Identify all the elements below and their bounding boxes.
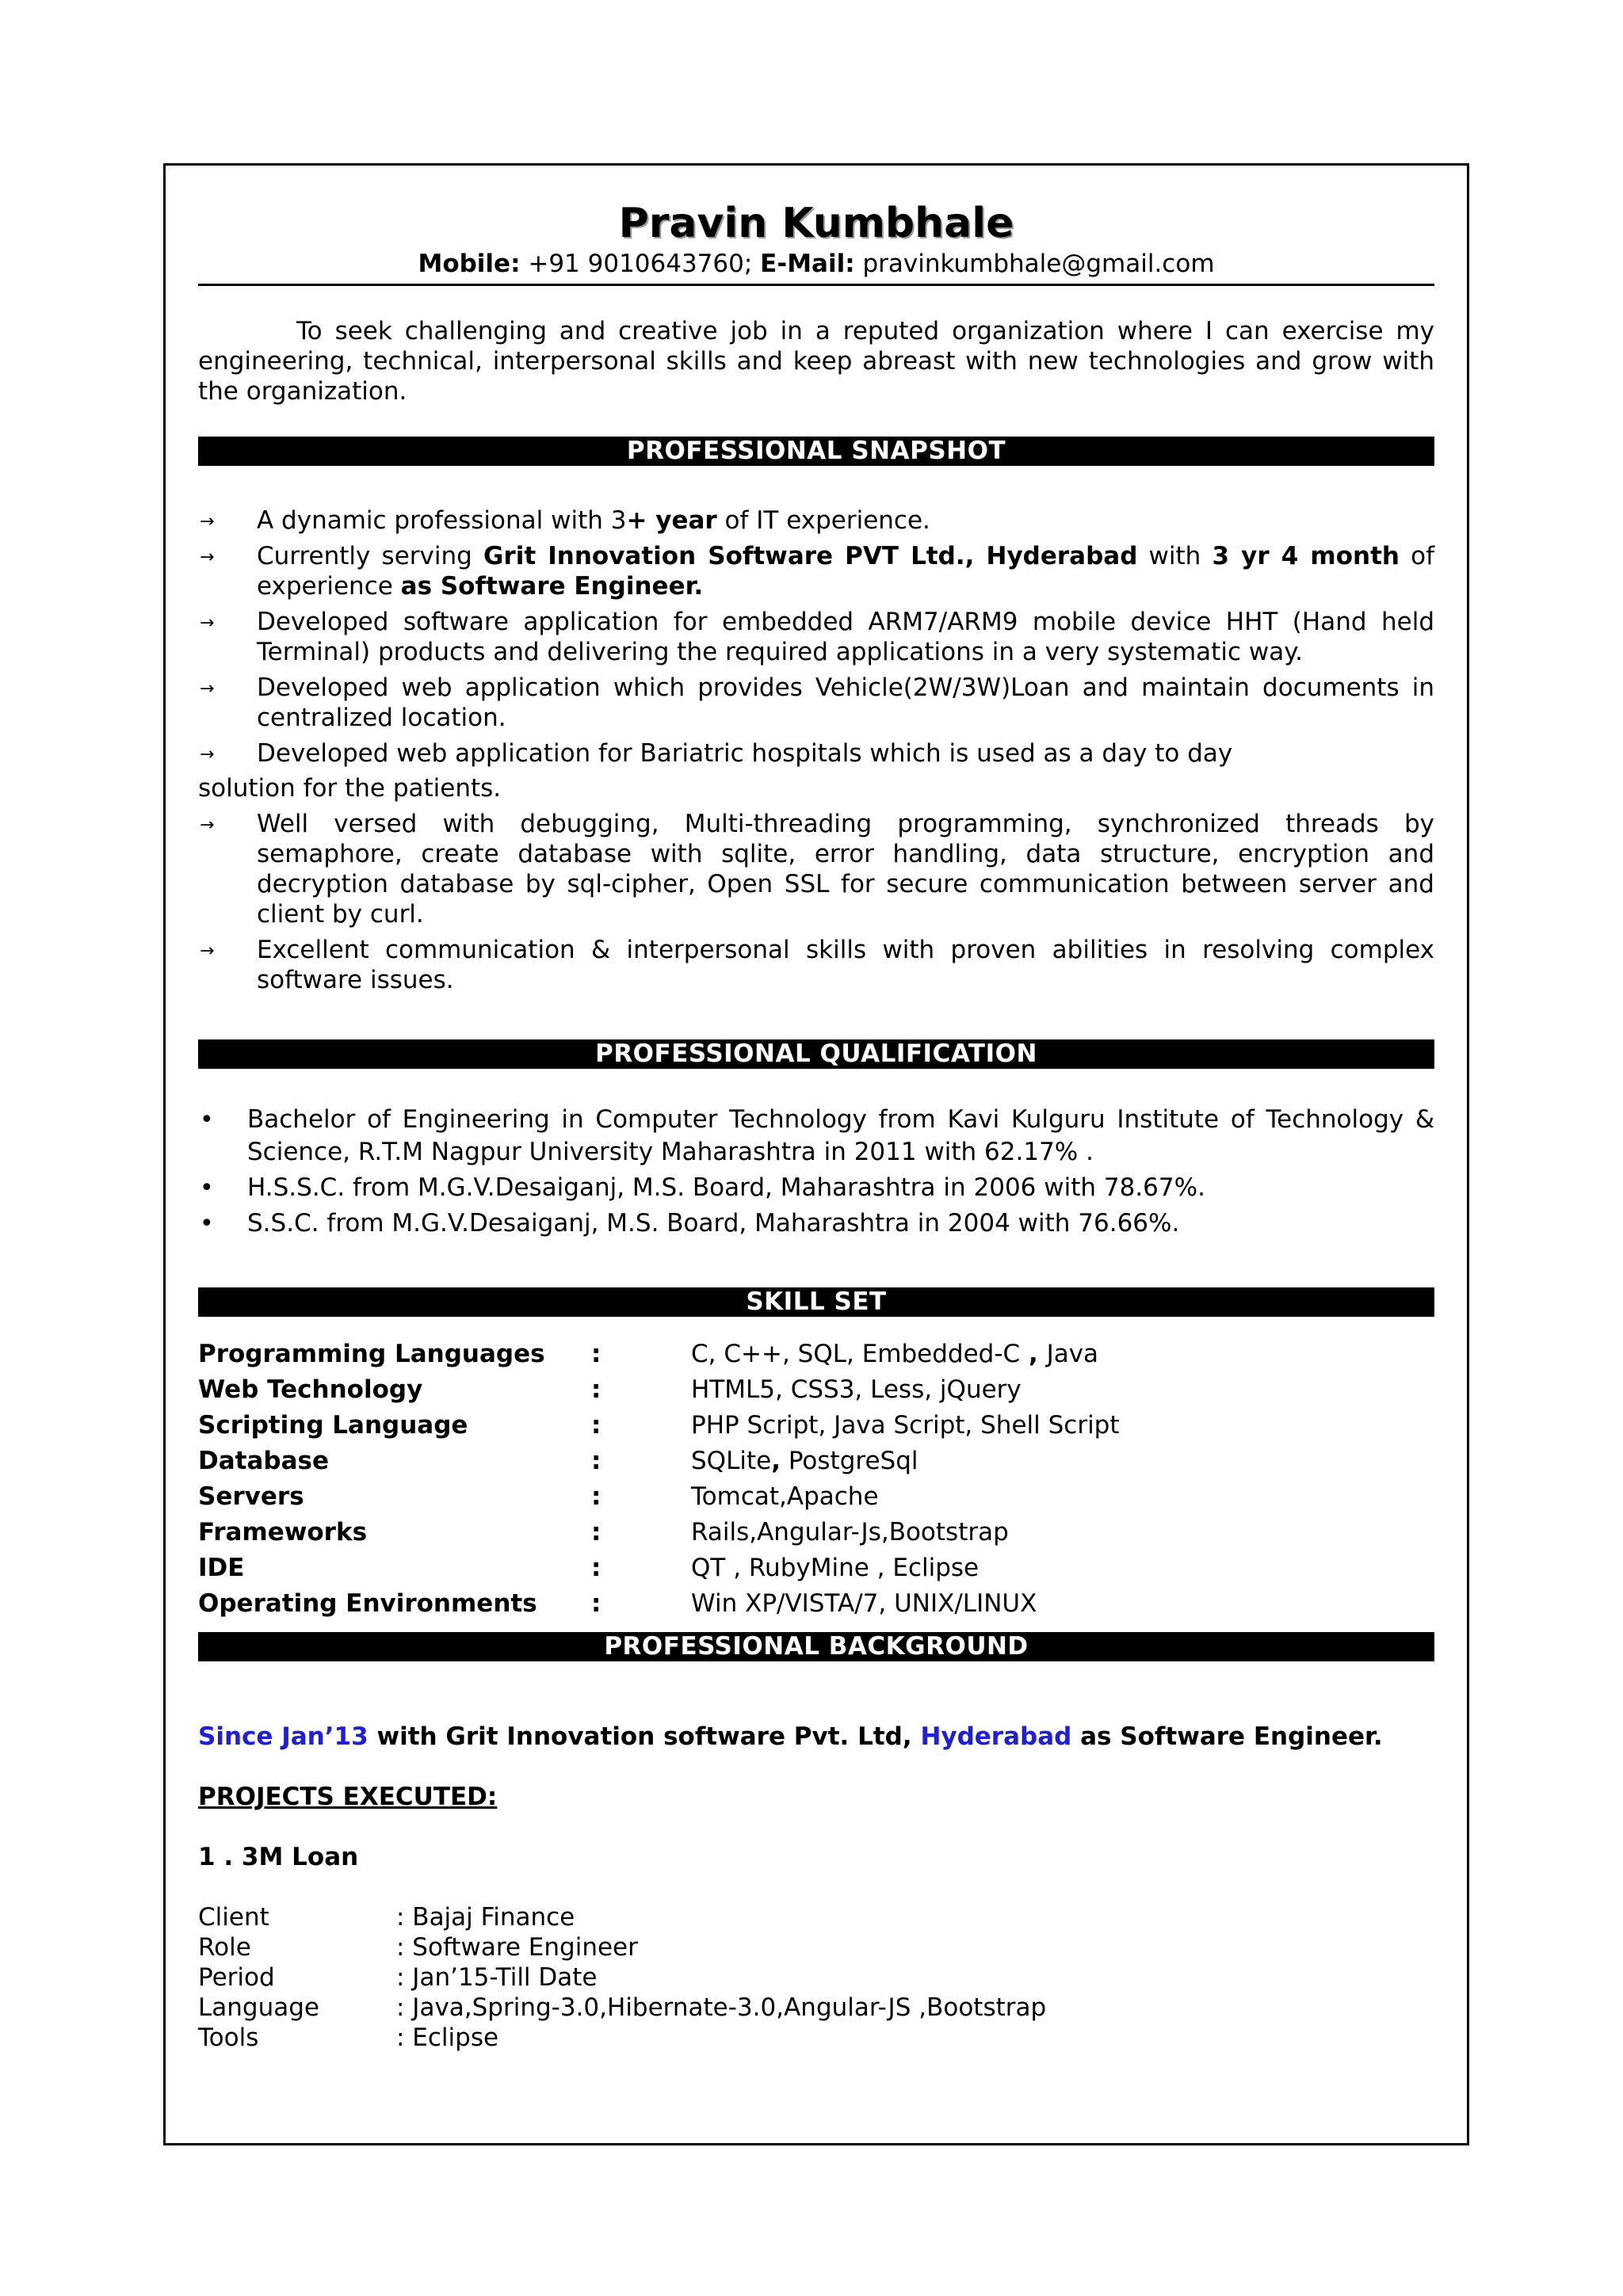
skill-label: Scripting Language: [198, 1410, 468, 1440]
experience-since: Since Jan’13: [198, 1722, 369, 1751]
skill-colon: :: [591, 1517, 601, 1547]
mobile-label: Mobile:: [418, 250, 521, 278]
skill-label: Servers: [198, 1482, 304, 1511]
list-item: → Currently serving Grit Innovation Software PVT Ltd., Hyderabad with 3 yr 4 month of experience as Software Engineer.: [200, 542, 1435, 601]
list-item: → Well versed with debugging, Multi-threading programming, synchronized threads by semaphore, create database with sqlite, error handling, data structure, encryption and decryption database by sql-cipher, Open SSL for secure communication between server and client by curl.: [200, 810, 1434, 929]
project-field-value: : Eclipse: [396, 2023, 499, 2052]
candidate-name: Pravin Kumbhale: [618, 200, 1014, 247]
experience-line: [198, 1722, 1434, 1752]
skill-value: Tomcat,Apache: [691, 1482, 879, 1511]
table-row: [198, 1336, 1434, 1371]
skill-label: Frameworks: [198, 1517, 368, 1547]
section-header-qualification: PROFESSIONAL QUALIFICATION: [198, 1039, 1434, 1069]
snapshot-list-continued: [198, 809, 1434, 995]
skill-colon: :: [591, 1375, 601, 1404]
list-item: → Developed web application which provides Vehicle(2W/3W)Loan and maintain documents in centralized location.: [200, 673, 1434, 732]
projects-heading: PROJECTS EXECUTED:: [198, 1783, 498, 1811]
skill-value: QT , RubyMine , Eclipse: [691, 1553, 980, 1582]
arrow-bullet-icon: →: [200, 941, 215, 961]
skill-colon: :: [591, 1553, 601, 1582]
resume-content: [198, 190, 1434, 2053]
list-item: • S.S.C. from M.G.V.Desaiganj, M.S. Board, Maharashtra in 2004 with 76.66%.: [198, 1207, 1434, 1240]
skills-table: [198, 1336, 1434, 1621]
project-field-label: Client: [198, 1903, 269, 1932]
section-header-skills: SKILL SET: [198, 1287, 1434, 1317]
skill-label: Web Technology: [198, 1375, 423, 1404]
skill-label: Operating Environments: [198, 1589, 537, 1618]
snapshot-list: [198, 505, 1434, 769]
skill-label: Programming Languages: [198, 1339, 545, 1368]
email-label: E-Mail:: [760, 250, 855, 278]
list-item: • H.S.S.C. from M.G.V.Desaiganj, M.S. Board, Maharashtra in 2006 with 78.67%.: [198, 1172, 1434, 1204]
section-header-background: PROFESSIONAL BACKGROUND: [198, 1632, 1434, 1661]
qualification-list: [198, 1104, 1434, 1240]
skill-value: Rails,Angular-Js,Bootstrap: [691, 1517, 1009, 1547]
skill-value: HTML5, CSS3, Less, jQuery: [691, 1375, 1022, 1404]
experience-city: Hyderabad: [920, 1722, 1072, 1751]
table-row: [198, 1962, 1046, 1993]
table-row: [198, 1407, 1434, 1443]
project-field-label: Tools: [198, 2023, 259, 2052]
objective-paragraph: To seek challenging and creative job in a reputed organization where I can exercise my engineering, technical, interpersonal skills and keep abreast with new technologies and grow with the organization.: [198, 317, 1434, 406]
project-field-value: : Jan’15-Till Date: [396, 1963, 598, 1992]
list-item: • Bachelor of Engineering in Computer Technology from Kavi Kulguru Institute of Technology & Science, R.T.M Nagpur University Maharashtra in 2011 with 62.17% .: [200, 1105, 1434, 1166]
skill-value: Win XP/VISTA/7, UNIX/LINUX: [691, 1589, 1037, 1618]
skill-value: C, C++, SQL, Embedded-C , Java: [691, 1339, 1099, 1368]
table-row: [198, 1478, 1434, 1514]
bullet-dot-icon: •: [200, 1174, 214, 1202]
arrow-bullet-icon: →: [200, 512, 215, 532]
table-row: [198, 1514, 1434, 1550]
table-row: [198, 1443, 1434, 1478]
list-item: → A dynamic professional with 3+ year of IT experience.: [198, 505, 1434, 536]
skill-colon: :: [591, 1339, 601, 1368]
list-item-continuation: solution for the patients.: [198, 774, 502, 803]
project-field-value: : Software Engineer: [396, 1933, 638, 1962]
skill-colon: :: [591, 1482, 601, 1511]
skill-colon: :: [591, 1446, 601, 1475]
project-title: 1 . 3M Loan: [198, 1843, 359, 1871]
arrow-bullet-icon: →: [200, 547, 215, 567]
list-item: → Excellent communication & interpersonal skills with proven abilities in resolving complex software issues.: [200, 936, 1434, 994]
project-field-label: Role: [198, 1933, 251, 1962]
email-value: pravinkumbhale@gmail.com: [862, 250, 1215, 278]
table-row: [198, 1371, 1434, 1407]
project-field-label: Period: [198, 1963, 275, 1992]
arrow-bullet-icon: →: [200, 745, 215, 765]
bullet-dot-icon: •: [200, 1210, 214, 1238]
contact-line: [198, 249, 1434, 286]
table-row: [198, 2023, 1046, 2053]
mobile-value: +91 9010643760;: [528, 250, 753, 278]
arrow-bullet-icon: →: [200, 815, 215, 835]
skill-value: PHP Script, Java Script, Shell Script: [691, 1410, 1120, 1440]
table-row: [198, 1993, 1046, 2023]
bullet-dot-icon: •: [200, 1106, 214, 1134]
project-field-label: Language: [198, 1993, 319, 2022]
skill-label: IDE: [198, 1553, 245, 1582]
project-field-value: : Java,Spring-3.0,Hibernate-3.0,Angular-JS ,Bootstrap: [396, 1993, 1047, 2022]
skill-colon: :: [591, 1410, 601, 1440]
experience-role: as Software Engineer.: [1071, 1722, 1383, 1751]
list-item: → Developed web application for Bariatric hospitals which is used as a day to day: [198, 738, 1434, 769]
list-item: → Developed software application for embedded ARM7/ARM9 mobile device HHT (Hand held Terminal) products and delivering the required applications in a very systematic way.: [200, 608, 1434, 666]
skill-colon: :: [591, 1589, 601, 1618]
table-row: [198, 1902, 1046, 1932]
skill-label: Database: [198, 1446, 329, 1475]
table-row: [198, 1550, 1434, 1585]
table-row: [198, 1585, 1434, 1621]
arrow-bullet-icon: →: [200, 679, 215, 699]
arrow-bullet-icon: →: [200, 613, 215, 633]
project-field-value: : Bajaj Finance: [396, 1903, 575, 1932]
section-header-snapshot: PROFESSIONAL SNAPSHOT: [198, 437, 1434, 466]
project-details-table: [198, 1902, 1046, 2053]
table-row: [198, 1932, 1046, 1962]
experience-company: with Grit Innovation software Pvt. Ltd,: [368, 1722, 921, 1751]
skill-value: SQLite, PostgreSql: [691, 1446, 918, 1475]
